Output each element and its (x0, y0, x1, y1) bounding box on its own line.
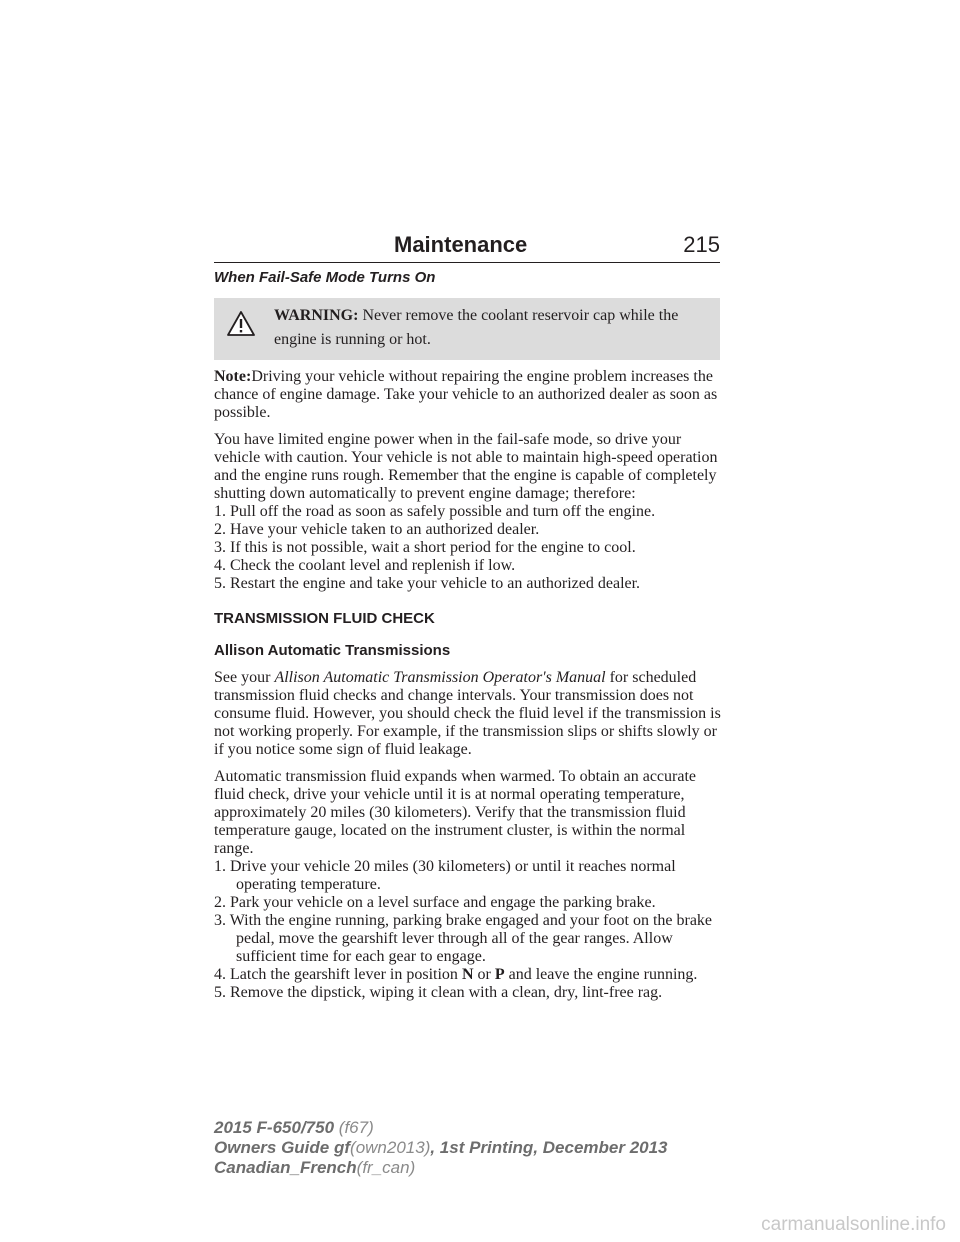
section-title: Maintenance (394, 232, 528, 257)
fluid-check-paragraph: Automatic transmission fluid expands when warmed. To obtain an accurate fluid check, drive your vehicle until it is at normal operating temperature, approximately 20 miles (30 kilometers). Verify that the transmission fluid temperature gauge, located on the instrument cluster, is within the normal range. (214, 768, 697, 857)
gear-p: P (494, 966, 505, 983)
page-header (214, 230, 720, 263)
list-item: 3. If this is not possible, wait a short period for the engine to cool. (214, 539, 636, 556)
footer-language: Canadian_French (214, 1158, 357, 1177)
allison-text-pre: See your (214, 669, 275, 686)
allison-text-post: for scheduled transmission fluid checks and change intervals. Your transmission does not consume fluid. However, you should check the fluid level if the transmission is not working properly. For example, if the transmission slips or shifts slowly or if you notice some sign of fluid leakage. (214, 669, 721, 758)
allison-paragraph (214, 669, 724, 759)
footer-guide-code: (own2013) (350, 1138, 431, 1157)
list-item: 1. Drive your vehicle 20 miles (30 kilometers) or until it reaches normal operating temperature. (214, 858, 676, 893)
fail-safe-subheading: When Fail-Safe Mode Turns On (214, 269, 436, 286)
footer-line-3 (214, 1158, 668, 1178)
note-paragraph (214, 368, 724, 422)
footer-printing: , 1st Printing, December 2013 (430, 1138, 668, 1157)
list-item: 1. Pull off the road as soon as safely possible and turn off the engine. (214, 503, 656, 520)
step4-post: and leave the engine running. (504, 966, 698, 983)
note-text: Driving your vehicle without repairing the engine problem increases the chance of engine damage. Take your vehicle to an authorized dealer as soon as possible. (214, 368, 718, 421)
list-item: 2. Park your vehicle on a level surface and engage the parking brake. (214, 894, 656, 911)
allison-subheading: Allison Automatic Transmissions (214, 642, 451, 659)
warning-text: Never remove the coolant reservoir cap while the engine is running or hot. (274, 307, 679, 348)
warning-triangle-icon (226, 310, 256, 337)
print-footer (214, 1118, 668, 1178)
list-item: 4. Check the coolant level and replenish if low. (214, 557, 516, 574)
list-item (214, 966, 724, 984)
footer-line-1 (214, 1118, 668, 1138)
watermark: carmanualsonline.info (761, 1214, 946, 1235)
footer-model-code: (f67) (338, 1118, 374, 1137)
footer-guide: Owners Guide gf (214, 1138, 351, 1157)
warning-label: WARNING: (274, 307, 359, 324)
list-item: 5. Restart the engine and take your vehicle to an authorized dealer. (214, 575, 641, 592)
page-content (214, 268, 724, 1011)
section-heading: TRANSMISSION FLUID CHECK (214, 610, 435, 627)
list-item: 3. With the engine running, parking brake engaged and your foot on the brake pedal, move the gearshift lever through all of the gear ranges. Allow sufficient time for each gear to engage. (214, 912, 713, 965)
fluid-check-steps (214, 858, 724, 1002)
footer-model: 2015 F-650/750 (214, 1118, 335, 1137)
operator-manual-title: Allison Automatic Transmission Operator's Manual (274, 669, 606, 686)
step4-pre: 4. Latch the gearshift lever in position (214, 966, 462, 983)
list-item: 5. Remove the dipstick, wiping it clean with a clean, dry, lint-free rag. (214, 984, 663, 1001)
fail-safe-steps (214, 503, 724, 593)
gear-n: N (461, 966, 474, 983)
list-item: 2. Have your vehicle taken to an authorized dealer. (214, 521, 540, 538)
step4-or: or (473, 966, 495, 983)
footer-language-code: (fr_can) (356, 1158, 416, 1177)
warning-box (214, 298, 720, 360)
note-label: Note: (214, 368, 252, 385)
fail-safe-paragraph: You have limited engine power when in the fail-safe mode, so drive your vehicle with caution. Your vehicle is not able to maintain high-speed operation and the engine runs rough. Remember that the engine is capable of completely shutting down automatically to prevent engine damage; therefore: (214, 431, 718, 502)
footer-line-2 (214, 1138, 668, 1158)
page-number: 215 (683, 232, 720, 257)
